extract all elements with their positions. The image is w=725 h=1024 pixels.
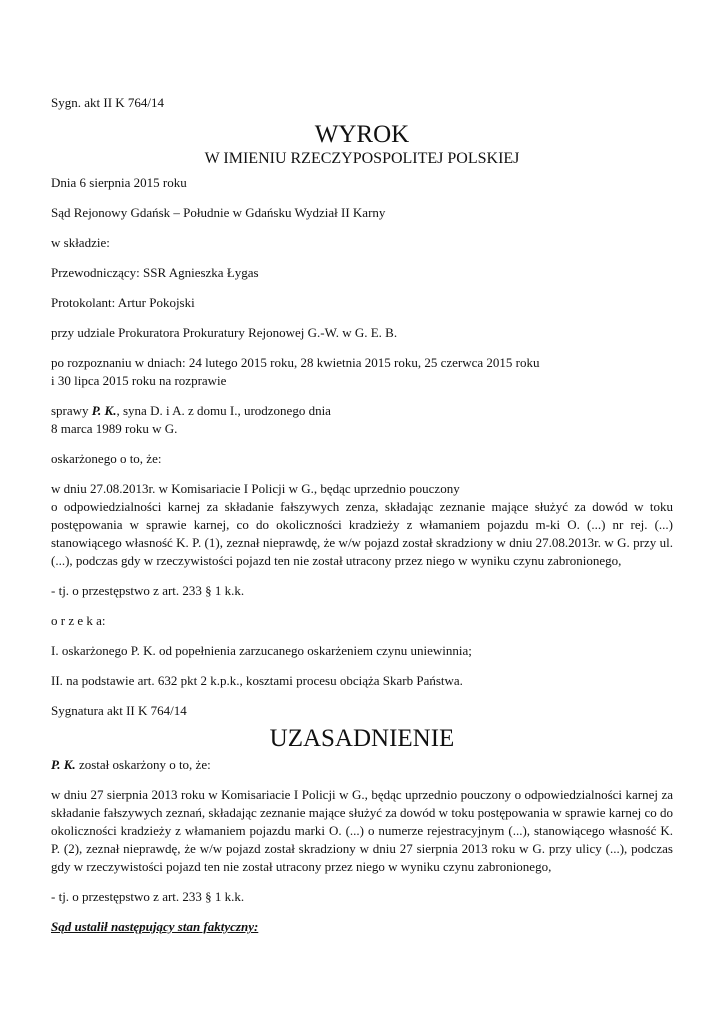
justification-defendant: P. K.: [51, 757, 76, 772]
presiding-judge: Przewodniczący: SSR Agnieszka Łygas: [51, 265, 259, 280]
verdict-date: Dnia 6 sierpnia 2015 roku: [51, 175, 187, 190]
hearing-dates: [51, 354, 673, 390]
justification-intro: [51, 756, 673, 774]
defendant-details: , syna D. i A. z domu I., urodzonego dnia: [116, 403, 331, 418]
charge-block: [51, 480, 673, 570]
case-defendant-line-1: [51, 402, 673, 420]
hearing-dates-line-2: i 30 lipca 2015 roku na rozprawie: [51, 373, 227, 388]
case-defendant: [51, 402, 673, 438]
charge-article: - tj. o przestępstwo z art. 233 § 1 k.k.: [51, 583, 245, 598]
justification-charge-text: w dniu 27 sierpnia 2013 roku w Komisariacie I Policji w G., będąc uprzednio pouczony o odpowiedzialności karnej za składanie fałszywych zeznań, składając zeznanie mające służyć za dowód w toku postępowania w sprawie karnej co do okoliczności kradzieży z włamaniem pojazdu marki O. (...) o numerze rejestracyjnym (...), stanowiącego własność K. P. (2), zeznał nieprawdę, że w/w pojazd został skradziony w dniu 27 sierpnia 2013 roku w G. przy ulicy (...), podczas gdy w rzeczywistości pojazd ten nie został utracony przez niego w wyniku czynu zabronionego,: [51, 787, 673, 874]
composition-label: w składzie:: [51, 235, 110, 250]
case-prefix: sprawy: [51, 403, 92, 418]
case-signature: Sygn. akt II K 764/14: [51, 95, 165, 110]
justification-title: UZASADNIENIE: [269, 725, 455, 752]
ruling-item-1: I. oskarżonego P. K. od popełnienia zarzucanego oskarżeniem czynu uniewinnia;: [51, 643, 472, 658]
accused-label: oskarżonego o to, że:: [51, 451, 162, 466]
defendant-name: P. K.: [91, 403, 117, 418]
facts-heading: Sąd ustalił następujący stan faktyczny:: [51, 919, 259, 934]
case-defendant-line-2: 8 marca 1989 roku w G.: [51, 421, 178, 436]
ruling-item-2: II. na podstawie art. 632 pkt 2 k.p.k., kosztami procesu obciąża Skarb Państwa.: [51, 673, 463, 688]
court-name: Sąd Rejonowy Gdańsk – Południe w Gdańsku Wydział II Karny: [51, 205, 386, 220]
charge-first-line: w dniu 27.08.2013r. w Komisariacie I Policji w G., będąc uprzednio pouczony: [51, 481, 460, 496]
justification-intro-rest: został oskarżony o to, że:: [75, 757, 211, 772]
verdict-title: WYROK: [314, 121, 410, 148]
charge-text: o odpowiedzialności karnej za składanie fałszywych zenza, składając zeznanie mające służyć za dowód w toku postępowania w sprawie karnej, co do okoliczności kradzieży z włamaniem pojazdu m-ki O. (...) nr rej. (...) stanowiącego własność K. P. (1), zeznał nieprawdę, że w/w pojazd został skradziony w dniu 27.08.2013r. w G. przy ul. (...), podczas gdy w rzeczywistości pojazd ten nie został utracony przez niego w wyniku czynu zabronionego,: [51, 499, 673, 568]
ruling-heading: o r z e k a:: [51, 613, 106, 628]
court-clerk: Protokolant: Artur Pokojski: [51, 295, 195, 310]
prosecutor-line: przy udziale Prokuratora Prokuratury Rejonowej G.-W. w G. E. B.: [51, 325, 398, 340]
verdict-subtitle: W IMIENIU RZECZYPOSPOLITEJ POLSKIEJ: [204, 150, 520, 167]
hearing-dates-line-1: po rozpoznaniu w dniach: 24 lutego 2015 roku, 28 kwietnia 2015 roku, 25 czerwca 2015 roku: [51, 355, 540, 370]
justification-signature: Sygnatura akt II K 764/14: [51, 703, 187, 718]
document-content: [51, 94, 673, 936]
justification-article: - tj. o przestępstwo z art. 233 § 1 k.k.: [51, 889, 245, 904]
